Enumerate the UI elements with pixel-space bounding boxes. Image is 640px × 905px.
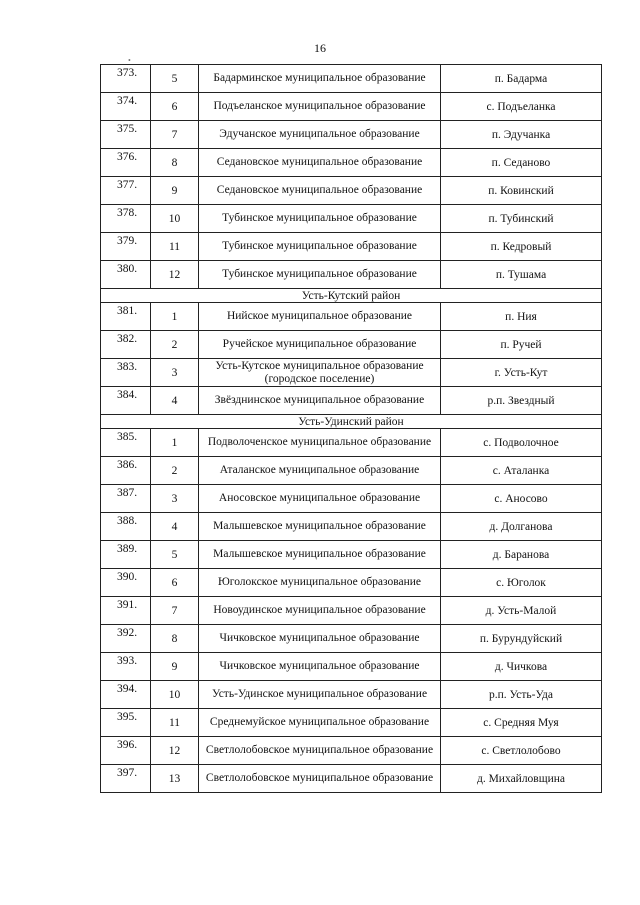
row-number: 392. [101,625,151,653]
table-row [101,387,602,415]
local-number: 3 [151,359,199,387]
local-number: 1 [151,303,199,331]
municipality-name: Малышевское муниципальное образование [199,513,441,541]
administrative-center: р.п. Усть-Уда [441,681,602,709]
municipality-name: Среднемуйское муниципальное образование [199,709,441,737]
local-number: 1 [151,429,199,457]
district-name: Усть-Удинский район [101,415,602,429]
municipality-name: Юголокское муниципальное образование [199,569,441,597]
municipality-name: Седановское муниципальное образование [199,149,441,177]
municipality-name: Седановское муниципальное образование [199,177,441,205]
table-row [101,233,602,261]
administrative-center: п. Кедровый [441,233,602,261]
row-number: 382. [101,331,151,359]
table-row [101,261,602,289]
table-row [101,765,602,793]
district-header-row [101,289,602,303]
administrative-center: с. Аталанка [441,457,602,485]
municipality-name: Светлолобовское муниципальное образование [199,765,441,793]
page-number: 16 [314,41,326,55]
table-row [101,569,602,597]
table-row [101,331,602,359]
municipality-name: Ручейское муниципальное образование [199,331,441,359]
local-number: 8 [151,149,199,177]
administrative-center: с. Средняя Муя [441,709,602,737]
local-number: 7 [151,121,199,149]
administrative-center: п. Тубинский [441,205,602,233]
municipality-name: Подъеланское муниципальное образование [199,93,441,121]
district-header-row [101,415,602,429]
local-number: 4 [151,387,199,415]
administrative-center: п. Ния [441,303,602,331]
local-number: 5 [151,541,199,569]
row-number: 379. [101,233,151,261]
administrative-center: д. Долганова [441,513,602,541]
administrative-center: с. Подволочное [441,429,602,457]
local-number: 2 [151,331,199,359]
row-number: 384. [101,387,151,415]
table-row [101,653,602,681]
local-number: 10 [151,205,199,233]
table-row [101,65,602,93]
administrative-center: п. Бурундуйский [441,625,602,653]
row-number: 387. [101,485,151,513]
table-row [101,359,602,387]
table-row [101,541,602,569]
row-number: 393. [101,653,151,681]
administrative-center: п. Ковинский [441,177,602,205]
row-number: 380. [101,261,151,289]
local-number: 6 [151,569,199,597]
local-number: 11 [151,709,199,737]
local-number: 10 [151,681,199,709]
row-number: 389. [101,541,151,569]
table-row [101,121,602,149]
row-number: 390. [101,569,151,597]
local-number: 11 [151,233,199,261]
table-row [101,457,602,485]
local-number: 12 [151,737,199,765]
municipality-name: Новоудинское муниципальное образование [199,597,441,625]
municipality-name: Бадарминское муниципальное образование [199,65,441,93]
table-row [101,149,602,177]
municipality-name: Малышевское муниципальное образование [199,541,441,569]
table-row [101,303,602,331]
administrative-center: с. Аносово [441,485,602,513]
municipality-name: Чичковское муниципальное образование [199,625,441,653]
local-number: 5 [151,65,199,93]
table-row [101,597,602,625]
municipality-name: Эдучанское муниципальное образование [199,121,441,149]
municipality-name: Тубинское муниципальное образование [199,205,441,233]
administrative-center: р.п. Звездный [441,387,602,415]
row-number: 381. [101,303,151,331]
municipalities-table [100,64,602,793]
municipality-name: Аносовское муниципальное образование [199,485,441,513]
row-number: 374. [101,93,151,121]
administrative-center: п. Тушама [441,261,602,289]
table-row [101,709,602,737]
table-row [101,177,602,205]
municipality-name: Аталанское муниципальное образование [199,457,441,485]
municipality-name: Тубинское муниципальное образование [199,261,441,289]
municipality-name: Нийское муниципальное образование [199,303,441,331]
municipality-name: Усть-Кутское муниципальное образование (городское поселение) [199,359,441,387]
table-row [101,513,602,541]
municipality-name: Светлолобовское муниципальное образование [199,737,441,765]
municipality-name: Чичковское муниципальное образование [199,653,441,681]
local-number: 2 [151,457,199,485]
district-name: Усть-Кутский район [101,289,602,303]
row-number: 397. [101,765,151,793]
municipality-name: Тубинское муниципальное образование [199,233,441,261]
administrative-center: д. Баранова [441,541,602,569]
row-number: 377. [101,177,151,205]
administrative-center: п. Бадарма [441,65,602,93]
row-number: 385. [101,429,151,457]
administrative-center: п. Седаново [441,149,602,177]
row-number: 388. [101,513,151,541]
administrative-center: с. Подъеланка [441,93,602,121]
local-number: 9 [151,177,199,205]
table-row [101,737,602,765]
local-number: 3 [151,485,199,513]
row-number: 373. [101,65,151,93]
local-number: 7 [151,597,199,625]
row-number: 375. [101,121,151,149]
row-number: 378. [101,205,151,233]
administrative-center: д. Михайловщина [441,765,602,793]
row-number: 376. [101,149,151,177]
administrative-center: г. Усть-Кут [441,359,602,387]
row-number: 395. [101,709,151,737]
administrative-center: п. Ручей [441,331,602,359]
municipality-name: Подволоченское муниципальное образование [199,429,441,457]
local-number: 9 [151,653,199,681]
local-number: 4 [151,513,199,541]
administrative-center: с. Юголок [441,569,602,597]
table-row [101,205,602,233]
local-number: 6 [151,93,199,121]
local-number: 13 [151,765,199,793]
administrative-center: п. Эдучанка [441,121,602,149]
administrative-center: д. Чичкова [441,653,602,681]
table-body [101,65,602,793]
row-number: 391. [101,597,151,625]
local-number: 8 [151,625,199,653]
row-number: 396. [101,737,151,765]
row-number: 386. [101,457,151,485]
municipality-name: Звёзднинское муниципальное образование [199,387,441,415]
administrative-center: с. Светлолобово [441,737,602,765]
table-row [101,625,602,653]
administrative-center: д. Усть-Малой [441,597,602,625]
table-row [101,429,602,457]
scan-artifact: • [128,56,131,65]
table-row [101,681,602,709]
row-number: 383. [101,359,151,387]
table-row [101,93,602,121]
row-number: 394. [101,681,151,709]
local-number: 12 [151,261,199,289]
municipality-name: Усть-Удинское муниципальное образование [199,681,441,709]
table-row [101,485,602,513]
